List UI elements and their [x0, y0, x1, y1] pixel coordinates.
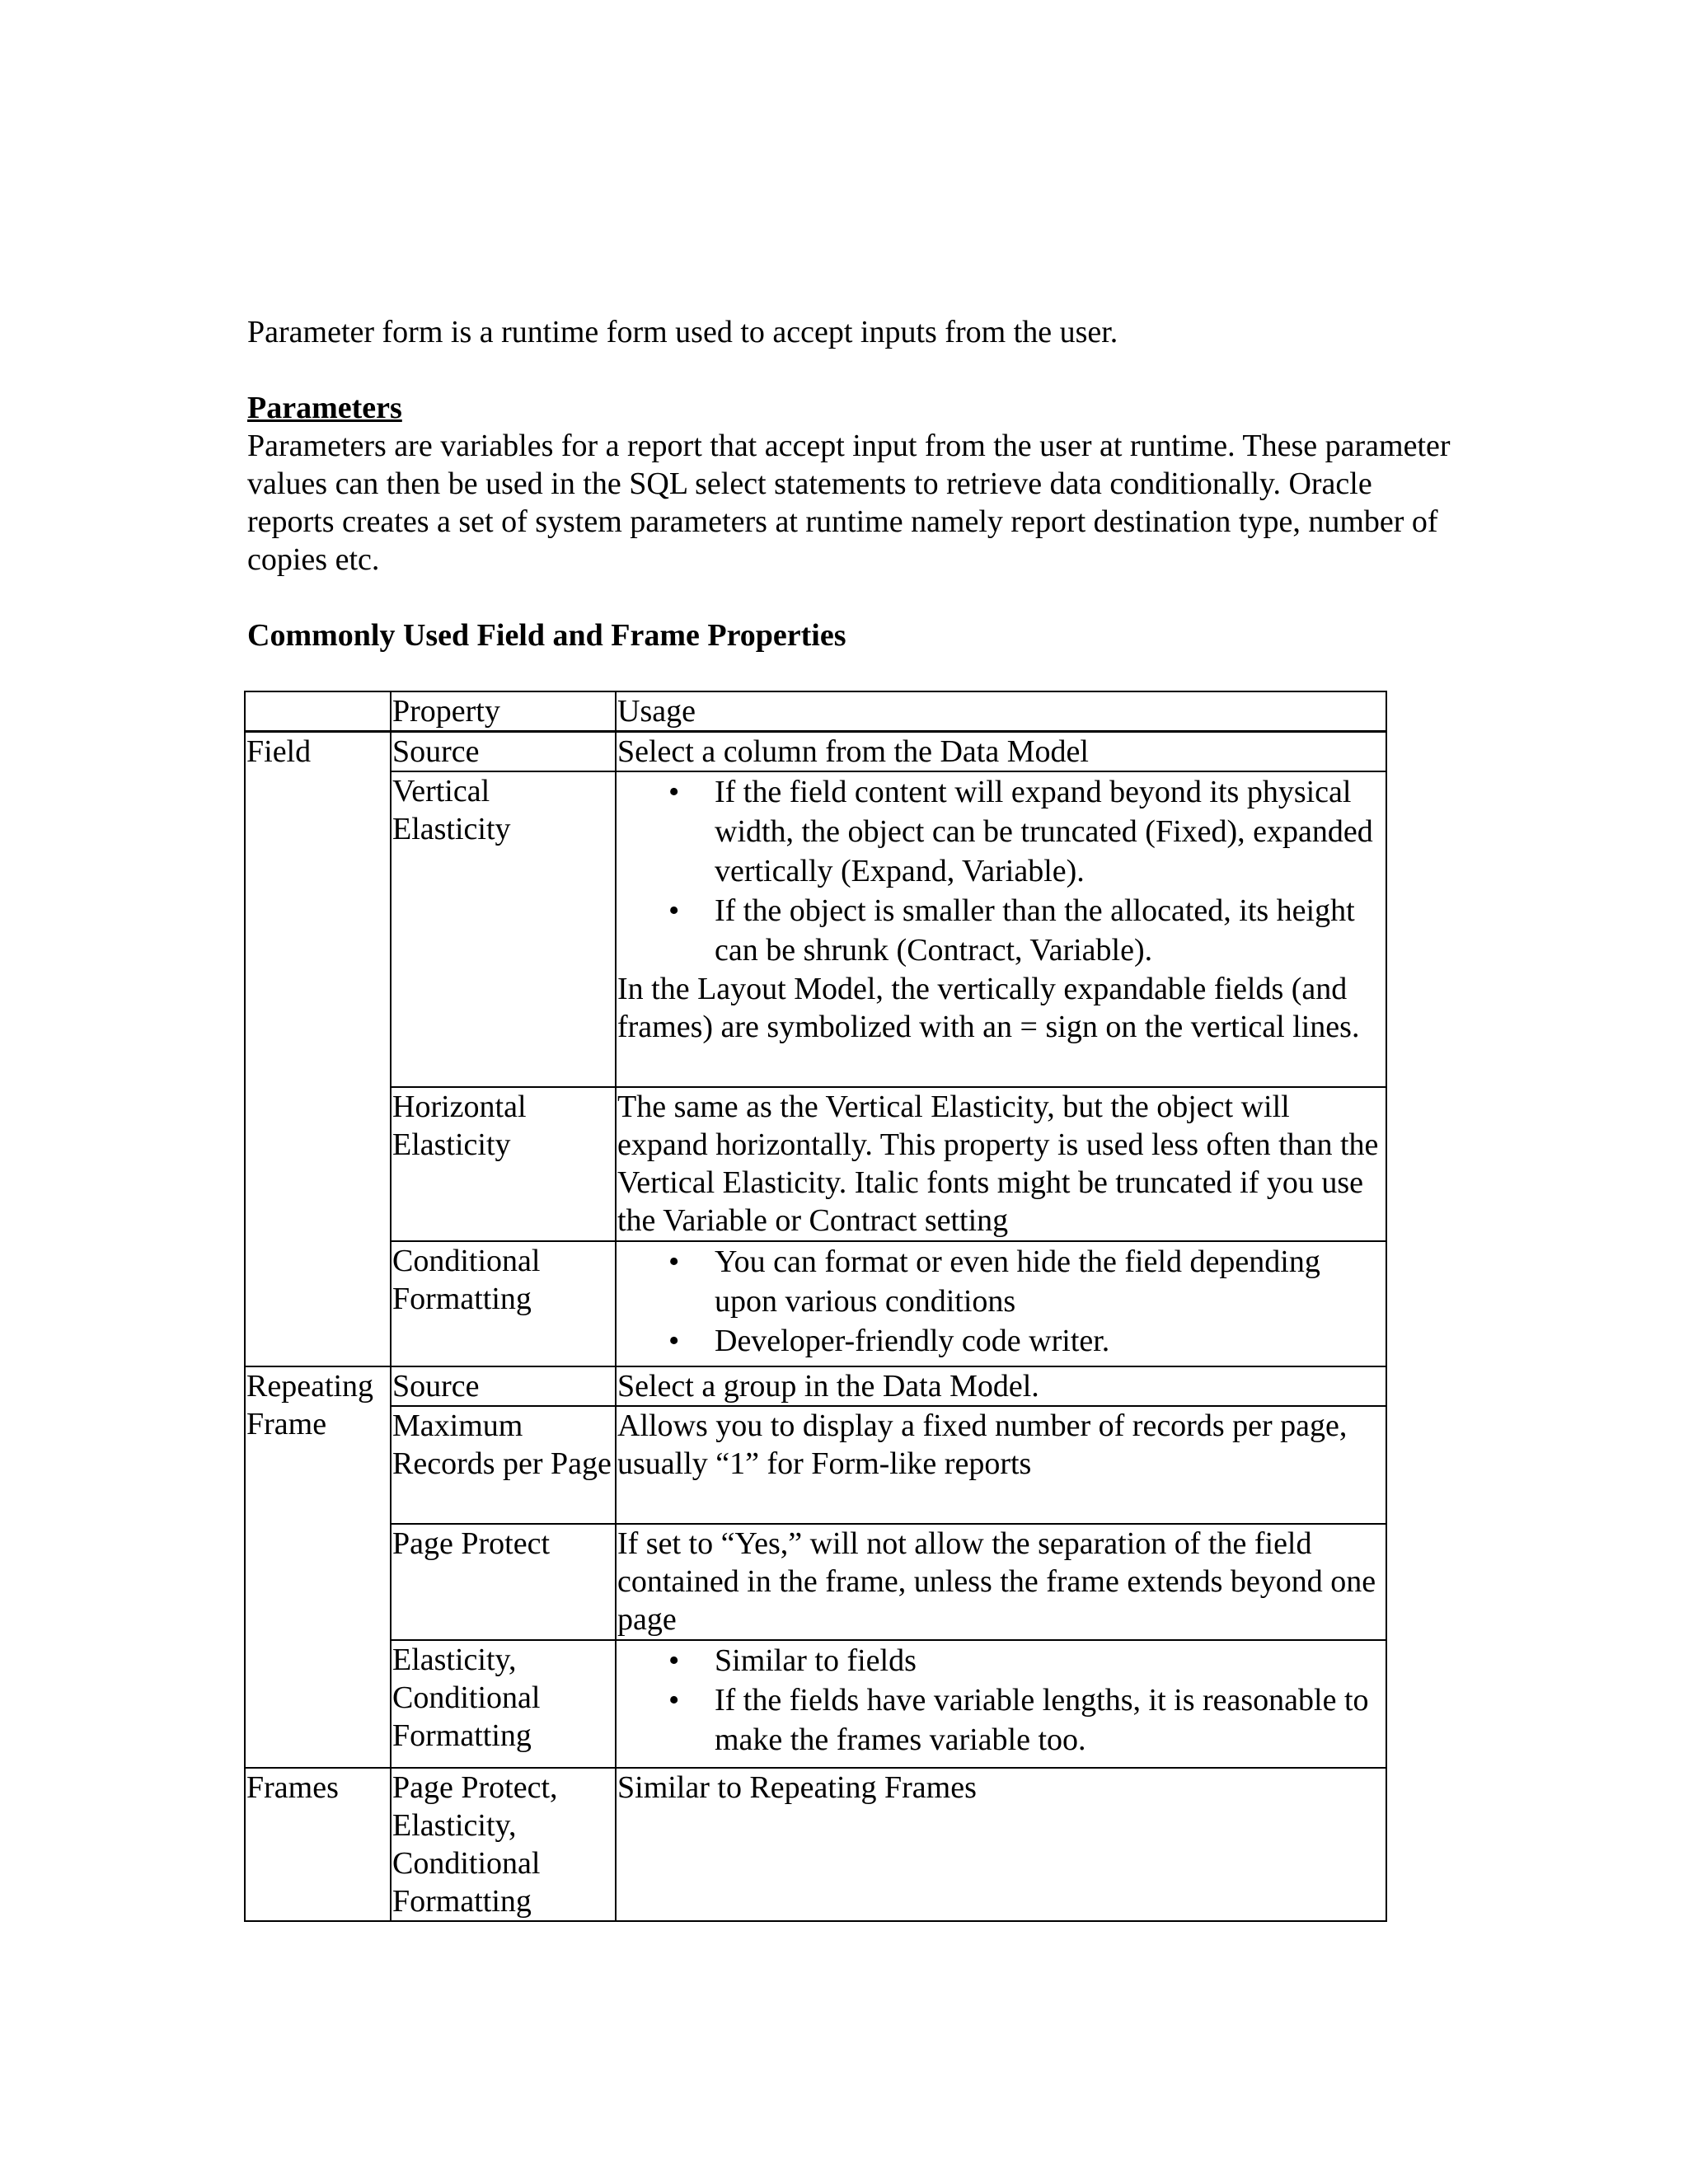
bullet-list: [617, 1641, 1386, 1760]
intro-paragraph: Parameter form is a runtime form used to accept inputs from the user.: [247, 315, 1118, 349]
table-row: [245, 1241, 1386, 1366]
property-cell: Source: [391, 1366, 616, 1406]
property-cell: Maximum Records per Page: [391, 1406, 616, 1524]
parameters-paragraph: Parameters are variables for a report that accept input from the user at runtime. These parameter values can then be used in the SQL select statements to retrieve data conditionally. Oracle reports creates a set of system parameters at runtime namely report destination type, number of copies etc.: [247, 429, 1451, 577]
table-row: [245, 732, 1386, 772]
list-item: • You can format or even hide the field depending upon various conditions: [617, 1242, 1386, 1321]
list-item: • If the object is smaller than the allocated, its height can be shrunk (Contract, Variable).: [617, 891, 1386, 970]
table-row: [245, 1087, 1386, 1241]
bullet-list: [617, 1242, 1386, 1361]
usage-cell: If set to “Yes,” will not allow the separation of the field contained in the frame, unless the frame extends beyond one page: [616, 1524, 1386, 1640]
table-row: [245, 771, 1386, 1087]
table-row: [245, 1406, 1386, 1524]
parameters-heading: Parameters: [247, 391, 402, 425]
usage-cell: Select a column from the Data Model: [616, 732, 1386, 772]
table-row: [245, 1768, 1386, 1921]
table-row: [245, 1640, 1386, 1768]
group-field: Field: [245, 732, 391, 1367]
table-row: [245, 1524, 1386, 1640]
property-cell: Page Protect: [391, 1524, 616, 1640]
property-cell: Conditional Formatting: [391, 1241, 616, 1366]
header-cell-property: Property: [391, 691, 616, 732]
list-item: • Similar to fields: [617, 1641, 1386, 1680]
header-cell-usage: Usage: [616, 691, 1386, 732]
header-cell-category: [245, 691, 391, 732]
property-cell: Vertical Elasticity: [391, 771, 616, 1087]
property-cell: Horizontal Elasticity: [391, 1087, 616, 1241]
usage-cell: Select a group in the Data Model.: [616, 1366, 1386, 1406]
property-cell: Source: [391, 732, 616, 772]
usage-cell: [616, 1640, 1386, 1768]
properties-table: [244, 691, 1387, 1922]
table-row: [245, 1366, 1386, 1406]
usage-cell: The same as the Vertical Elasticity, but the object will expand horizontally. This property is used less often than the Vertical Elasticity. Italic fonts might be truncated if you use the Variable or Contract setting: [616, 1087, 1386, 1241]
usage-cell: Similar to Repeating Frames: [616, 1768, 1386, 1921]
properties-heading: Commonly Used Field and Frame Properties: [247, 618, 846, 653]
group-repeating-frame: Repeating Frame: [245, 1366, 391, 1768]
usage-cell: [616, 1241, 1386, 1366]
bullet-list: [617, 772, 1386, 970]
list-item: • If the fields have variable lengths, it is reasonable to make the frames variable too.: [617, 1680, 1386, 1760]
usage-cell: [616, 771, 1386, 1087]
list-item: • If the field content will expand beyond its physical width, the object can be truncated (Fixed), expanded vertically (Expand, Variable).: [617, 772, 1386, 891]
usage-cell: Allows you to display a fixed number of records per page, usually “1” for Form-like reports: [616, 1406, 1386, 1524]
property-cell: Page Protect, Elasticity, Conditional Formatting: [391, 1768, 616, 1921]
list-item: • Developer-friendly code writer.: [617, 1321, 1386, 1361]
group-frames: Frames: [245, 1768, 391, 1921]
property-cell: Elasticity, Conditional Formatting: [391, 1640, 616, 1768]
usage-note: In the Layout Model, the vertically expandable fields (and frames) are symbolized with an = sign on the vertical lines.: [617, 972, 1360, 1044]
table-header-row: [245, 691, 1386, 732]
